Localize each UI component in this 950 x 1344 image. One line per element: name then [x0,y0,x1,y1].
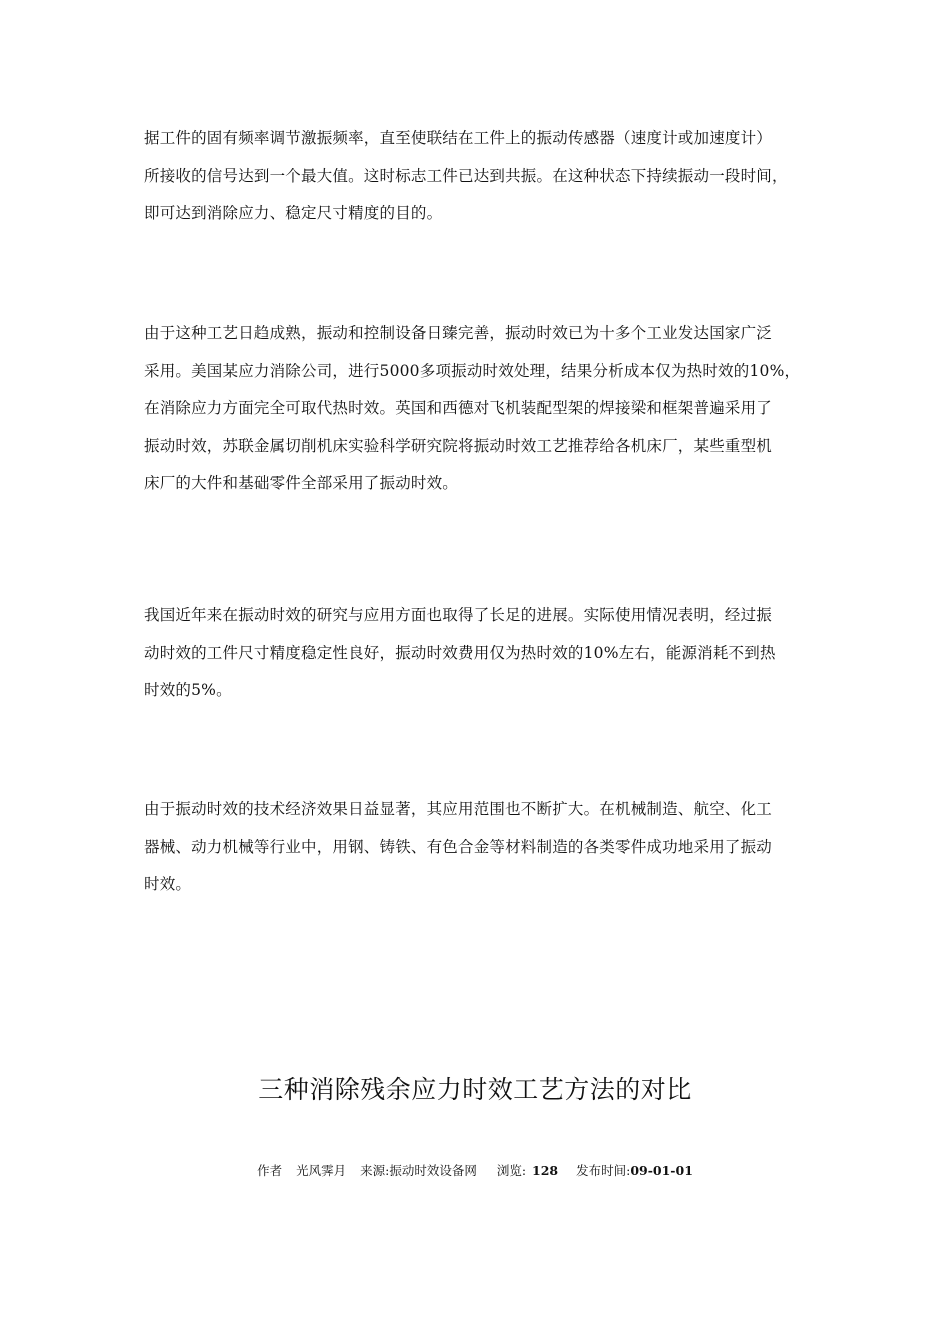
paragraph-line: 动时效的工件尺寸精度稳定性良好，振动时效费用仅为热时效的10%左右，能源消耗不到热 [144,643,776,662]
paragraph-line: 由于振动时效的技术经济效果日益显著，其应用范围也不断扩大。在机械制造、航空、化工 [144,800,773,818]
paragraph-3 [144,597,808,710]
paragraph-line: 时效的5%。 [144,681,232,699]
publish-date: 09-01-01 [630,1163,693,1178]
paragraph-line: 由于这种工艺日趋成熟，振动和控制设备日臻完善，振动时效已为十多个工业发达国家广泛 [144,324,773,342]
source-label: 来源: [360,1163,390,1178]
paragraph-line: 器械、动力机械等行业中，用钢、铸铁、有色合金等材料制造的各类零件成功地采用了振动 [144,837,773,856]
article-meta [0,1161,950,1179]
views-count: 128 [532,1163,559,1178]
author-name: 光风霁月 [296,1163,347,1178]
paragraph-line: 时效。 [144,875,192,893]
paragraph-4 [144,791,808,904]
source-name: 振动时效设备网 [389,1163,477,1178]
paragraph-line: 据工件的固有频率调节激振频率，直至使联结在工件上的振动传感器（速度计或加速度计） [144,129,773,147]
paragraph-line: 床厂的大件和基础零件全部采用了振动时效。 [144,474,459,492]
date-label: 发布时间: [576,1163,631,1178]
article-title: 三种消除残余应力时效工艺方法的对比 [258,1075,692,1104]
paragraph-line: 在消除应力方面完全可取代热时效。英国和西德对飞机装配型架的焊接梁和框架普遍采用了 [144,399,773,417]
author-label: 作者 [257,1163,283,1178]
paragraph-line: 即可达到消除应力、稳定尺寸精度的目的。 [144,204,443,222]
paragraph-1 [144,120,808,233]
paragraph-line: 我国近年来在振动时效的研究与应用方面也取得了长足的进展。实际使用情况表明，经过振 [144,606,773,624]
paragraph-line: 所接收的信号达到一个最大值。这时标志工件已达到共振。在这种状态下持续振动一段时间， [144,166,788,185]
paragraph-line: 振动时效，苏联金属切削机床实验科学研究院将振动时效工艺推荐给各机床厂，某些重型机 [144,436,773,455]
paragraph-line: 采用。美国某应力消除公司，进行5000多项振动时效处理，结果分析成本仅为热时效的10%， [144,361,801,380]
paragraph-2 [144,315,808,503]
views-label: 浏览: [496,1163,527,1178]
